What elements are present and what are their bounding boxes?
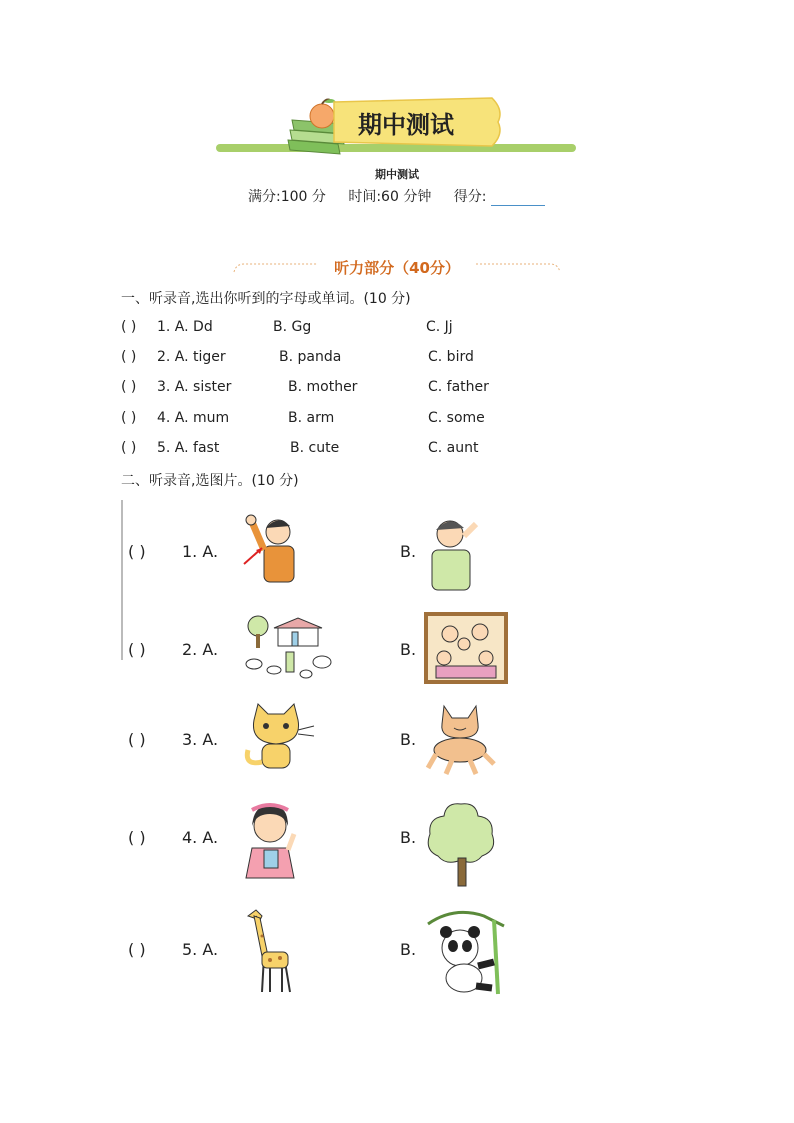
picture-question: ( ) 1. A. B. [126,514,546,594]
picture-question: ( ) 4. A. B. [126,800,546,880]
answer-blank[interactable]: ( ) [128,730,146,749]
boy-pointing-arm-icon[interactable] [240,514,306,594]
answer-blank[interactable]: ( ) [121,410,137,426]
list-item: ( ) 3. A. sister B. mother C. father [121,379,489,395]
list-item: ( ) 5. A. fast B. cute C. aunt [121,440,479,456]
score-line [248,186,563,206]
girl-pointing-icon[interactable] [240,800,304,880]
picture-question: ( ) 3. A. B. [126,702,546,782]
full-marks: 满分:100 分 [248,189,326,205]
title-banner [210,92,580,162]
answer-blank[interactable]: ( ) [121,349,137,365]
panda-icon[interactable] [424,906,508,996]
dog-icon[interactable] [424,702,500,778]
boy-touching-ear-icon[interactable] [424,514,484,594]
cat-icon[interactable] [240,702,320,774]
giraffe-icon[interactable] [240,906,298,996]
score-label: 得分: [453,189,487,205]
family-photo-icon[interactable] [424,612,508,684]
picture-question: ( ) 5. A. B. [126,906,546,986]
answer-blank[interactable]: ( ) [121,379,137,395]
part2-heading: 二、听录音,选图片。(10 分) [121,473,299,489]
part1-heading: 一、听录音,选出你听到的字母或单词。(10 分) [121,291,411,307]
time-limit: 时间:60 分钟 [348,189,432,205]
list-item: ( ) 1. A. Dd B. Gg C. Jj [121,319,453,335]
answer-blank[interactable]: ( ) [121,440,137,456]
answer-blank[interactable]: ( ) [128,542,146,561]
answer-blank[interactable]: ( ) [128,828,146,847]
section-title: 听力部分（40分） [334,259,460,277]
banner-title: 期中测试 [358,111,454,139]
score-blank[interactable] [491,189,545,206]
page-subtitle: 期中测试 [375,168,419,181]
picture-question: ( ) 2. A. B. [126,612,546,692]
answer-blank[interactable]: ( ) [121,319,137,335]
answer-blank[interactable]: ( ) [128,640,146,659]
margin-line [121,500,123,660]
list-item: ( ) 4. A. mum B. arm C. some [121,410,485,426]
list-item: ( ) 2. A. tiger B. panda C. bird [121,349,474,365]
answer-blank[interactable]: ( ) [128,940,146,959]
farm-icon[interactable] [240,612,338,684]
tree-icon[interactable] [424,800,498,888]
